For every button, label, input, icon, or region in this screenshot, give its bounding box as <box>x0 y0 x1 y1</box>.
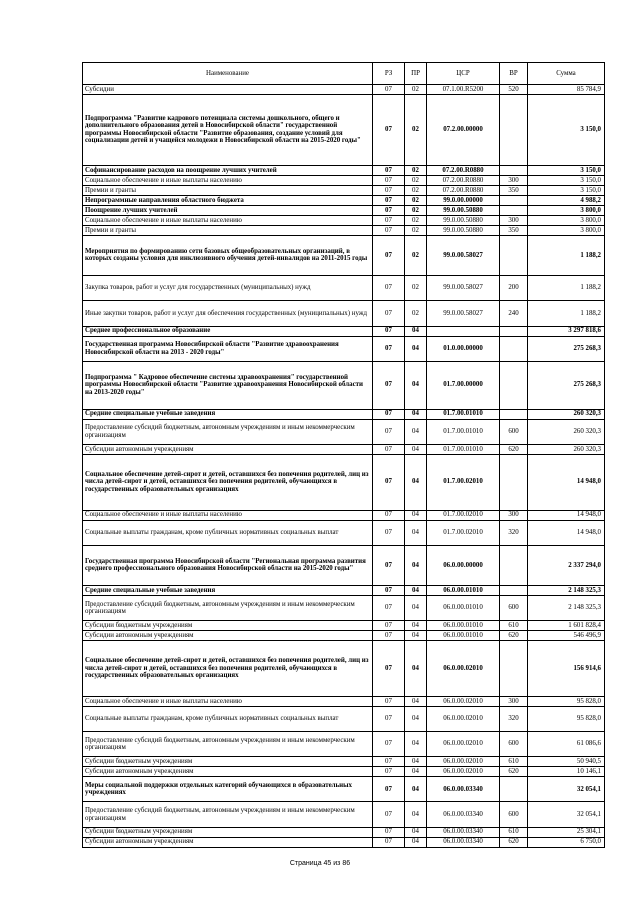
cell-sum: 1 188,2 <box>528 301 605 326</box>
cell-sum: 95 828,0 <box>528 696 605 706</box>
table-row <box>83 235 605 275</box>
cell-vr <box>500 545 528 585</box>
cell-sum: 4 988,2 <box>528 195 605 205</box>
table-row <box>83 732 605 757</box>
cell-pr: 04 <box>405 444 427 454</box>
cell-pr: 04 <box>405 409 427 419</box>
cell-rz: 07 <box>373 225 405 235</box>
cell-csr: 99.0.00.50880 <box>427 215 500 225</box>
cell-sum: 1 188,2 <box>528 276 605 301</box>
table-row <box>83 336 605 361</box>
cell-sum: 95 828,0 <box>528 706 605 731</box>
cell-vr <box>500 777 528 802</box>
cell-sum: 3 150,0 <box>528 185 605 195</box>
cell-sum: 3 150,0 <box>528 175 605 185</box>
table-row <box>83 757 605 767</box>
cell-vr <box>500 409 528 419</box>
cell-csr: 99.0.00.50880 <box>427 205 500 215</box>
cell-csr: 07.2.00.R0880 <box>427 185 500 195</box>
cell-sum: 1 601 828,4 <box>528 621 605 631</box>
table-row <box>83 225 605 235</box>
cell-vr <box>500 586 528 596</box>
cell-sum: 275 268,3 <box>528 361 605 409</box>
cell-csr: 01.7.00.00000 <box>427 361 500 409</box>
cell-sum: 3 297 818,6 <box>528 326 605 336</box>
cell-pr: 04 <box>405 510 427 520</box>
cell-csr: 01.7.00.01010 <box>427 409 500 419</box>
header-csr: ЦСР <box>427 63 500 85</box>
table-row <box>83 165 605 175</box>
cell-rz: 07 <box>373 732 405 757</box>
cell-csr: 99.0.00.58027 <box>427 276 500 301</box>
cell-pr: 02 <box>405 95 427 166</box>
cell-pr: 02 <box>405 165 427 175</box>
cell-rz: 07 <box>373 621 405 631</box>
cell-name: Средние специальные учебные заведения <box>83 409 373 419</box>
cell-name: Социальное обеспечение и иные выплаты населению <box>83 175 373 185</box>
table-row <box>83 802 605 827</box>
table-row <box>83 175 605 185</box>
cell-name: Государственная программа Новосибирской области "Региональная программа развития среднего профессионального образования Новосибирской области на 2015-2020 годы" <box>83 545 373 585</box>
budget-table-page <box>82 62 604 848</box>
cell-csr: 06.0.00.01010 <box>427 631 500 641</box>
cell-pr: 04 <box>405 757 427 767</box>
cell-pr: 02 <box>405 215 427 225</box>
cell-rz: 07 <box>373 757 405 767</box>
cell-name: Субсидии автономным учреждениям <box>83 767 373 777</box>
cell-rz: 07 <box>373 706 405 731</box>
cell-vr: 610 <box>500 757 528 767</box>
cell-csr: 01.7.00.02010 <box>427 454 500 510</box>
table-row <box>83 326 605 336</box>
cell-name: Поощрение лучших учителей <box>83 205 373 215</box>
cell-rz: 07 <box>373 802 405 827</box>
cell-vr <box>500 326 528 336</box>
cell-pr: 04 <box>405 596 427 621</box>
cell-sum: 10 146,1 <box>528 767 605 777</box>
cell-name: Премии и гранты <box>83 225 373 235</box>
cell-pr: 04 <box>405 837 427 847</box>
cell-name: Непрограммные направления областного бюджета <box>83 195 373 205</box>
cell-sum: 61 086,6 <box>528 732 605 757</box>
cell-name: Премии и гранты <box>83 185 373 195</box>
table-row <box>83 419 605 444</box>
table-row <box>83 641 605 697</box>
cell-sum: 275 268,3 <box>528 336 605 361</box>
cell-vr: 350 <box>500 185 528 195</box>
cell-sum: 2 148 325,3 <box>528 596 605 621</box>
table-row <box>83 596 605 621</box>
cell-pr: 04 <box>405 621 427 631</box>
cell-vr: 320 <box>500 706 528 731</box>
cell-rz: 07 <box>373 444 405 454</box>
cell-vr <box>500 235 528 275</box>
cell-pr: 04 <box>405 631 427 641</box>
cell-rz: 07 <box>373 205 405 215</box>
cell-sum: 156 914,6 <box>528 641 605 697</box>
cell-pr: 04 <box>405 361 427 409</box>
cell-vr: 620 <box>500 837 528 847</box>
cell-name: Мероприятия по формированию сети базовых общеобразовательных организаций, в которых созданы условия для инклюзивного обучения детей-инвалидов на 2011-2015 годы <box>83 235 373 275</box>
cell-rz: 07 <box>373 596 405 621</box>
cell-vr: 600 <box>500 596 528 621</box>
cell-sum: 2 337 294,0 <box>528 545 605 585</box>
cell-name: Предоставление субсидий бюджетным, автономным учреждениям и иным некоммерческим организациям <box>83 802 373 827</box>
cell-sum: 3 800,0 <box>528 205 605 215</box>
cell-csr: 06.0.00.02010 <box>427 706 500 731</box>
cell-pr: 02 <box>405 301 427 326</box>
table-row <box>83 586 605 596</box>
cell-pr: 02 <box>405 276 427 301</box>
table-row <box>83 444 605 454</box>
header-sum: Сумма <box>528 63 605 85</box>
cell-sum: 546 496,9 <box>528 631 605 641</box>
cell-rz: 07 <box>373 419 405 444</box>
cell-name: Субсидии <box>83 85 373 95</box>
cell-csr: 06.0.00.00000 <box>427 545 500 585</box>
table-row <box>83 454 605 510</box>
cell-vr: 240 <box>500 301 528 326</box>
cell-csr: 99.0.00.50880 <box>427 225 500 235</box>
cell-name: Предоставление субсидий бюджетным, автономным учреждениям и иным некоммерческим организациям <box>83 419 373 444</box>
cell-pr: 04 <box>405 827 427 837</box>
cell-name: Закупка товаров, работ и услуг для государственных (муниципальных) нужд <box>83 276 373 301</box>
cell-vr <box>500 195 528 205</box>
cell-sum: 14 948,0 <box>528 510 605 520</box>
cell-rz: 07 <box>373 777 405 802</box>
cell-sum: 260 320,3 <box>528 419 605 444</box>
cell-rz: 07 <box>373 409 405 419</box>
cell-rz: 07 <box>373 520 405 545</box>
cell-csr: 99.0.00.00000 <box>427 195 500 205</box>
cell-name: Государственная программа Новосибирской области "Развитие здравоохранения Новосибирской области на 2013 - 2020 годы" <box>83 336 373 361</box>
cell-rz: 07 <box>373 301 405 326</box>
cell-rz: 07 <box>373 545 405 585</box>
cell-csr: 06.0.00.03340 <box>427 827 500 837</box>
cell-name: Социальное обеспечение детей-сирот и детей, оставшихся без попечения родителей, лиц из числа детей-сирот и детей, оставшихся без попечения родителей, обучающихся в государственных образовательных организациях <box>83 641 373 697</box>
cell-vr: 600 <box>500 732 528 757</box>
cell-pr: 04 <box>405 326 427 336</box>
cell-sum: 3 800,0 <box>528 225 605 235</box>
cell-sum: 3 150,0 <box>528 165 605 175</box>
cell-sum: 14 948,0 <box>528 454 605 510</box>
cell-pr: 02 <box>405 205 427 215</box>
table-row <box>83 185 605 195</box>
cell-vr: 620 <box>500 767 528 777</box>
table-row <box>83 777 605 802</box>
header-name: Наименование <box>83 63 373 85</box>
cell-name: Среднее профессиональное образование <box>83 326 373 336</box>
cell-pr: 04 <box>405 732 427 757</box>
cell-vr <box>500 336 528 361</box>
cell-name: Субсидии бюджетным учреждениям <box>83 621 373 631</box>
cell-name: Меры социальной поддержки отдельных категорий обучающихся в образовательных учреждениях <box>83 777 373 802</box>
cell-name: Субсидии бюджетным учреждениям <box>83 827 373 837</box>
cell-vr <box>500 361 528 409</box>
cell-vr <box>500 205 528 215</box>
cell-csr: 06.0.00.01010 <box>427 621 500 631</box>
cell-sum: 85 784,9 <box>528 85 605 95</box>
cell-rz: 07 <box>373 326 405 336</box>
table-row <box>83 215 605 225</box>
cell-csr: 99.0.00.58027 <box>427 235 500 275</box>
cell-vr: 610 <box>500 621 528 631</box>
table-row <box>83 195 605 205</box>
cell-pr: 02 <box>405 225 427 235</box>
cell-pr: 04 <box>405 586 427 596</box>
cell-name: Социальное обеспечение детей-сирот и детей, оставшихся без попечения родителей, лиц из числа детей-сирот и детей, оставшихся без попечения родителей, обучающихся в государственных образовательных организациях <box>83 454 373 510</box>
table-row <box>83 205 605 215</box>
table-row <box>83 545 605 585</box>
cell-name: Социальные выплаты гражданам, кроме публичных нормативных социальных выплат <box>83 520 373 545</box>
table-row <box>83 510 605 520</box>
header-pr: ПР <box>405 63 427 85</box>
cell-vr <box>500 641 528 697</box>
cell-sum: 32 054,1 <box>528 802 605 827</box>
cell-pr: 04 <box>405 696 427 706</box>
cell-pr: 04 <box>405 419 427 444</box>
cell-vr: 520 <box>500 85 528 95</box>
cell-sum: 3 800,0 <box>528 215 605 225</box>
cell-name: Средние специальные учебные заведения <box>83 586 373 596</box>
cell-rz: 07 <box>373 767 405 777</box>
budget-table <box>82 62 605 848</box>
cell-sum: 25 304,1 <box>528 827 605 837</box>
cell-csr: 01.7.00.01010 <box>427 444 500 454</box>
cell-vr: 300 <box>500 215 528 225</box>
cell-vr: 320 <box>500 520 528 545</box>
cell-name: Предоставление субсидий бюджетным, автономным учреждениям и иным некоммерческим организациям <box>83 732 373 757</box>
cell-csr: 07.2.00.R0880 <box>427 165 500 175</box>
cell-rz: 07 <box>373 276 405 301</box>
cell-pr: 04 <box>405 336 427 361</box>
cell-csr: 06.0.00.02010 <box>427 696 500 706</box>
cell-csr: 06.0.00.02010 <box>427 641 500 697</box>
cell-csr: 06.0.00.02010 <box>427 767 500 777</box>
cell-rz: 07 <box>373 586 405 596</box>
cell-rz: 07 <box>373 185 405 195</box>
cell-sum: 6 750,0 <box>528 837 605 847</box>
cell-rz: 07 <box>373 215 405 225</box>
cell-csr: 07.2.00.00000 <box>427 95 500 166</box>
table-row <box>83 85 605 95</box>
cell-vr: 600 <box>500 802 528 827</box>
cell-rz: 07 <box>373 336 405 361</box>
cell-csr: 01.7.00.02010 <box>427 520 500 545</box>
cell-sum: 260 320,3 <box>528 444 605 454</box>
cell-name: Субсидии автономным учреждениям <box>83 444 373 454</box>
cell-pr: 02 <box>405 235 427 275</box>
cell-rz: 07 <box>373 85 405 95</box>
cell-name: Иные закупки товаров, работ и услуг для обеспечения государственных (муниципальных) нужд <box>83 301 373 326</box>
table-row <box>83 767 605 777</box>
cell-pr: 04 <box>405 802 427 827</box>
cell-name: Субсидии бюджетным учреждениям <box>83 757 373 767</box>
cell-name: Подпрограмма " Кадровое обеспечение системы здравоохранения" государственной программы Новосибирской области "Развитие здравоохранения Новосибирской области на 2013-2020 годы" <box>83 361 373 409</box>
cell-sum: 3 150,0 <box>528 95 605 166</box>
cell-csr: 01.7.00.02010 <box>427 510 500 520</box>
table-row <box>83 301 605 326</box>
cell-rz: 07 <box>373 175 405 185</box>
cell-rz: 07 <box>373 631 405 641</box>
cell-vr: 300 <box>500 175 528 185</box>
cell-vr: 600 <box>500 419 528 444</box>
table-row <box>83 621 605 631</box>
cell-name: Софинансирование расходов на поощрение лучших учителей <box>83 165 373 175</box>
cell-sum: 14 948,0 <box>528 520 605 545</box>
cell-vr <box>500 95 528 166</box>
cell-vr <box>500 454 528 510</box>
cell-rz: 07 <box>373 641 405 697</box>
table-row <box>83 706 605 731</box>
cell-rz: 07 <box>373 827 405 837</box>
cell-name: Предоставление субсидий бюджетным, автономным учреждениям и иным некоммерческим организациям <box>83 596 373 621</box>
cell-vr: 620 <box>500 631 528 641</box>
cell-rz: 07 <box>373 361 405 409</box>
cell-pr: 04 <box>405 777 427 802</box>
cell-pr: 04 <box>405 520 427 545</box>
cell-pr: 02 <box>405 185 427 195</box>
cell-csr: 06.0.00.02010 <box>427 732 500 757</box>
cell-name: Субсидии автономным учреждениям <box>83 631 373 641</box>
cell-csr: 01.0.00.00000 <box>427 336 500 361</box>
cell-csr: 06.0.00.02010 <box>427 757 500 767</box>
cell-pr: 04 <box>405 706 427 731</box>
cell-pr: 04 <box>405 454 427 510</box>
cell-csr <box>427 326 500 336</box>
cell-csr: 99.0.00.58027 <box>427 301 500 326</box>
cell-vr: 610 <box>500 827 528 837</box>
table-row <box>83 827 605 837</box>
table-row <box>83 631 605 641</box>
table-row <box>83 276 605 301</box>
table-row <box>83 409 605 419</box>
cell-sum: 1 188,2 <box>528 235 605 275</box>
cell-pr: 04 <box>405 545 427 585</box>
cell-vr: 350 <box>500 225 528 235</box>
header-vr: ВР <box>500 63 528 85</box>
cell-csr: 07.1.00.R5200 <box>427 85 500 95</box>
table-row <box>83 361 605 409</box>
table-row <box>83 696 605 706</box>
cell-rz: 07 <box>373 235 405 275</box>
cell-vr: 200 <box>500 276 528 301</box>
cell-pr: 02 <box>405 195 427 205</box>
cell-rz: 07 <box>373 510 405 520</box>
cell-pr: 04 <box>405 641 427 697</box>
cell-name: Социальное обеспечение и иные выплаты населению <box>83 215 373 225</box>
cell-rz: 07 <box>373 195 405 205</box>
cell-name: Субсидии автономным учреждениям <box>83 837 373 847</box>
cell-rz: 07 <box>373 95 405 166</box>
cell-rz: 07 <box>373 837 405 847</box>
cell-vr: 620 <box>500 444 528 454</box>
cell-vr <box>500 165 528 175</box>
cell-pr: 04 <box>405 767 427 777</box>
cell-csr: 06.0.00.03340 <box>427 837 500 847</box>
table-row <box>83 95 605 166</box>
cell-name: Социальное обеспечение и иные выплаты населению <box>83 510 373 520</box>
cell-name: Социальные выплаты гражданам, кроме публичных нормативных социальных выплат <box>83 706 373 731</box>
cell-name: Социальное обеспечение и иные выплаты населению <box>83 696 373 706</box>
table-header-row <box>83 63 605 85</box>
cell-pr: 02 <box>405 175 427 185</box>
cell-vr: 300 <box>500 696 528 706</box>
cell-name: Подпрограмма "Развитие кадрового потенциала системы дошкольного, общего и дополнительного образования детей в Новосибирской области" государственной программы Новосибирской области "Развитие образования, создание условий для социализации детей и учащейся молодежи в Новосибирской области на 2015-2020 годы" <box>83 95 373 166</box>
cell-pr: 02 <box>405 85 427 95</box>
cell-csr: 06.0.00.03340 <box>427 802 500 827</box>
header-rz: РЗ <box>373 63 405 85</box>
cell-sum: 260 320,3 <box>528 409 605 419</box>
cell-sum: 50 940,5 <box>528 757 605 767</box>
cell-vr: 300 <box>500 510 528 520</box>
table-row <box>83 837 605 847</box>
table-row <box>83 520 605 545</box>
cell-csr: 06.0.00.01010 <box>427 596 500 621</box>
cell-sum: 2 148 325,3 <box>528 586 605 596</box>
cell-rz: 07 <box>373 696 405 706</box>
cell-rz: 07 <box>373 454 405 510</box>
cell-csr: 01.7.00.01010 <box>427 419 500 444</box>
cell-sum: 32 054,1 <box>528 777 605 802</box>
cell-csr: 06.0.00.01010 <box>427 586 500 596</box>
cell-csr: 06.0.00.03340 <box>427 777 500 802</box>
cell-csr: 07.2.00.R0880 <box>427 175 500 185</box>
page-number: Страница 45 из 86 <box>289 860 351 867</box>
cell-rz: 07 <box>373 165 405 175</box>
